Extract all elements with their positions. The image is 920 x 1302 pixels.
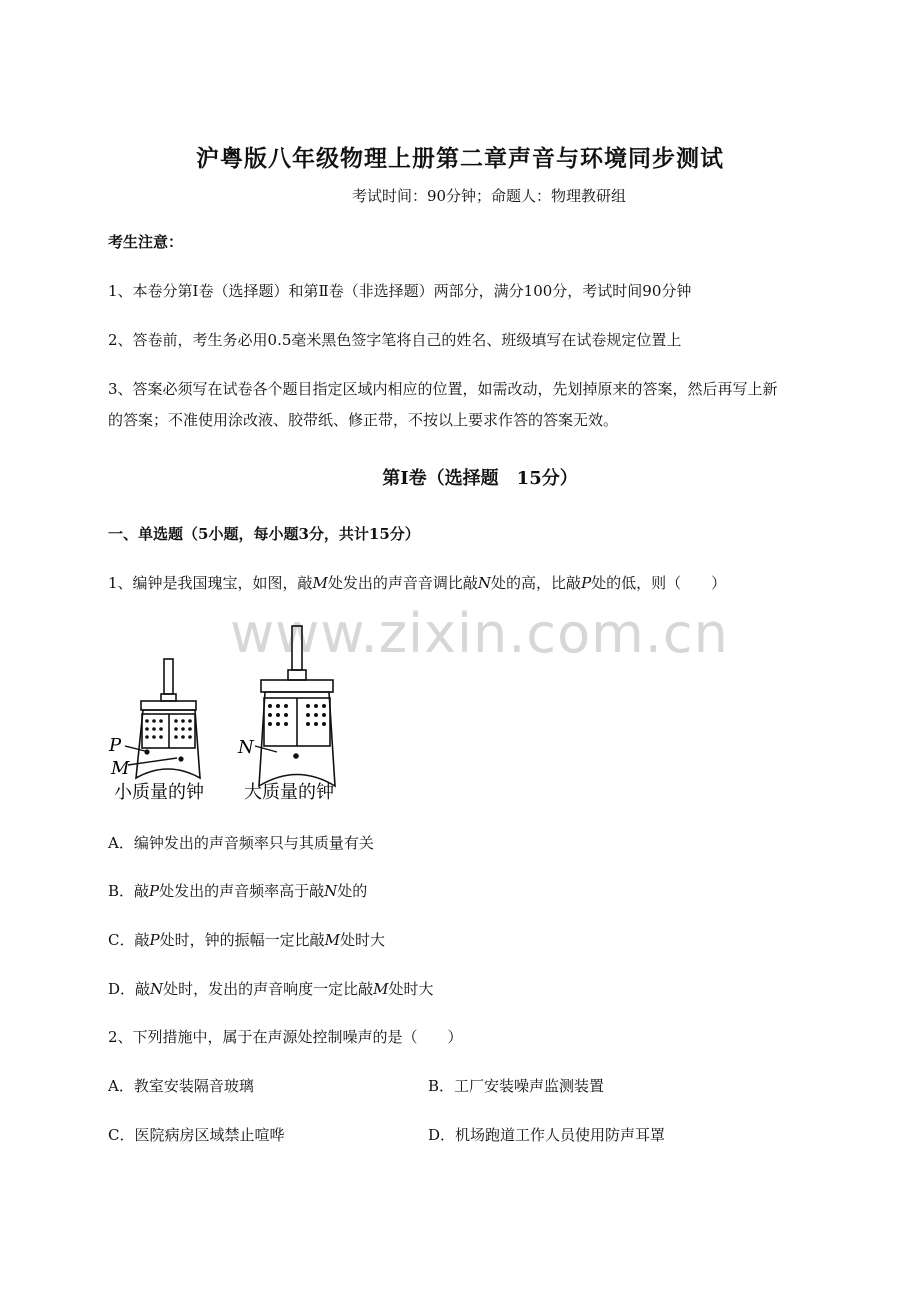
option-text: 处发出的声音频率高于敲: [159, 882, 325, 900]
page-title: 沪粤版八年级物理上册第二章声音与环境同步测试: [196, 145, 724, 172]
bell-figure: [105, 618, 365, 808]
point-p: [144, 749, 149, 754]
option-text: 处时，发出的声音响度一定比敲: [163, 980, 374, 998]
part-heading: 一、单选题（5小题，每小题3分，共计15分）: [108, 525, 420, 543]
question-2-stem: 2、下列措施中，属于在声源处控制噪声的是（ ）: [108, 1028, 463, 1046]
q1-option-a: A．编钟发出的声音频率只与其质量有关: [108, 834, 374, 852]
variable-p: P: [581, 574, 592, 592]
variable-p: P: [149, 882, 160, 900]
notice-item-2: 2、答卷前，考生务必用0.5毫米黑色签字笔将自己的姓名、班级填写在试卷规定位置上: [108, 331, 682, 349]
small-bell-leaders: [125, 746, 177, 765]
variable-m: M: [312, 574, 328, 592]
notice-item-1: 1、本卷分第I卷（选择题）和第Ⅱ卷（非选择题）两部分，满分100分，考试时间90分钟: [108, 282, 692, 300]
q2-option-c: C．医院病房区域禁止喧哗: [108, 1126, 285, 1144]
variable-m: M: [324, 931, 340, 949]
caption-small-bell: 小质量的钟: [114, 782, 204, 803]
q2-option-d: D．机场跑道工作人员使用防声耳罩: [428, 1126, 666, 1144]
option-text: B．敲: [108, 882, 150, 900]
variable-n: N: [324, 882, 338, 900]
q2-option-b: B．工厂安装噪声监测装置: [428, 1077, 605, 1095]
q1-option-b: [108, 874, 367, 908]
label-m: M: [111, 758, 130, 779]
large-bell-leaders: [255, 746, 277, 752]
exam-info: 考试时间：90分钟；命题人：物理教研组: [351, 187, 627, 205]
stem-text: 处的低，则（ ）: [591, 574, 727, 592]
caption-large-bell: 大质量的钟: [244, 782, 334, 803]
notice-item-3: 3、答案必须写在试卷各个题目指定区域内相应的位置，如需改动，先划掉原来的答案，然后再写上新: [108, 380, 778, 398]
notice-item-3-cont: 的答案；不准使用涂改液、胶带纸、修正带，不按以上要求作答的答案无效。: [108, 411, 619, 429]
option-text: 处时大: [339, 931, 385, 949]
option-text: 处时大: [388, 980, 434, 998]
option-text: 处的: [337, 882, 368, 900]
variable-n: N: [150, 980, 164, 998]
option-text: D．敲: [108, 980, 151, 998]
option-text: 处时，钟的振幅一定比敲: [159, 931, 325, 949]
variable-p: P: [149, 931, 160, 949]
stem-text: 处发出的声音音调比敲: [327, 574, 478, 592]
notice-heading: 考生注意：: [108, 233, 184, 251]
stem-text: 处的高，比敲: [491, 574, 582, 592]
point-n: [293, 753, 299, 759]
variable-m: M: [373, 980, 389, 998]
question-1-stem: [108, 566, 726, 600]
stem-text: 1、编钟是我国瑰宝，如图，敲: [108, 574, 313, 592]
label-p: P: [109, 735, 122, 756]
small-bell: [136, 659, 200, 778]
section-title: 第I卷（选择题 15分）: [382, 468, 578, 489]
label-n: N: [238, 737, 254, 758]
q1-option-c: [108, 923, 385, 957]
option-text: C．敲: [108, 931, 150, 949]
small-bell-studs: [144, 719, 191, 761]
q2-option-a: A．教室安装隔音玻璃: [108, 1077, 254, 1095]
variable-n: N: [477, 574, 492, 592]
point-m: [178, 756, 183, 761]
watermark: www.zixin.com.cn: [230, 602, 729, 665]
q1-option-d: [108, 972, 434, 1006]
